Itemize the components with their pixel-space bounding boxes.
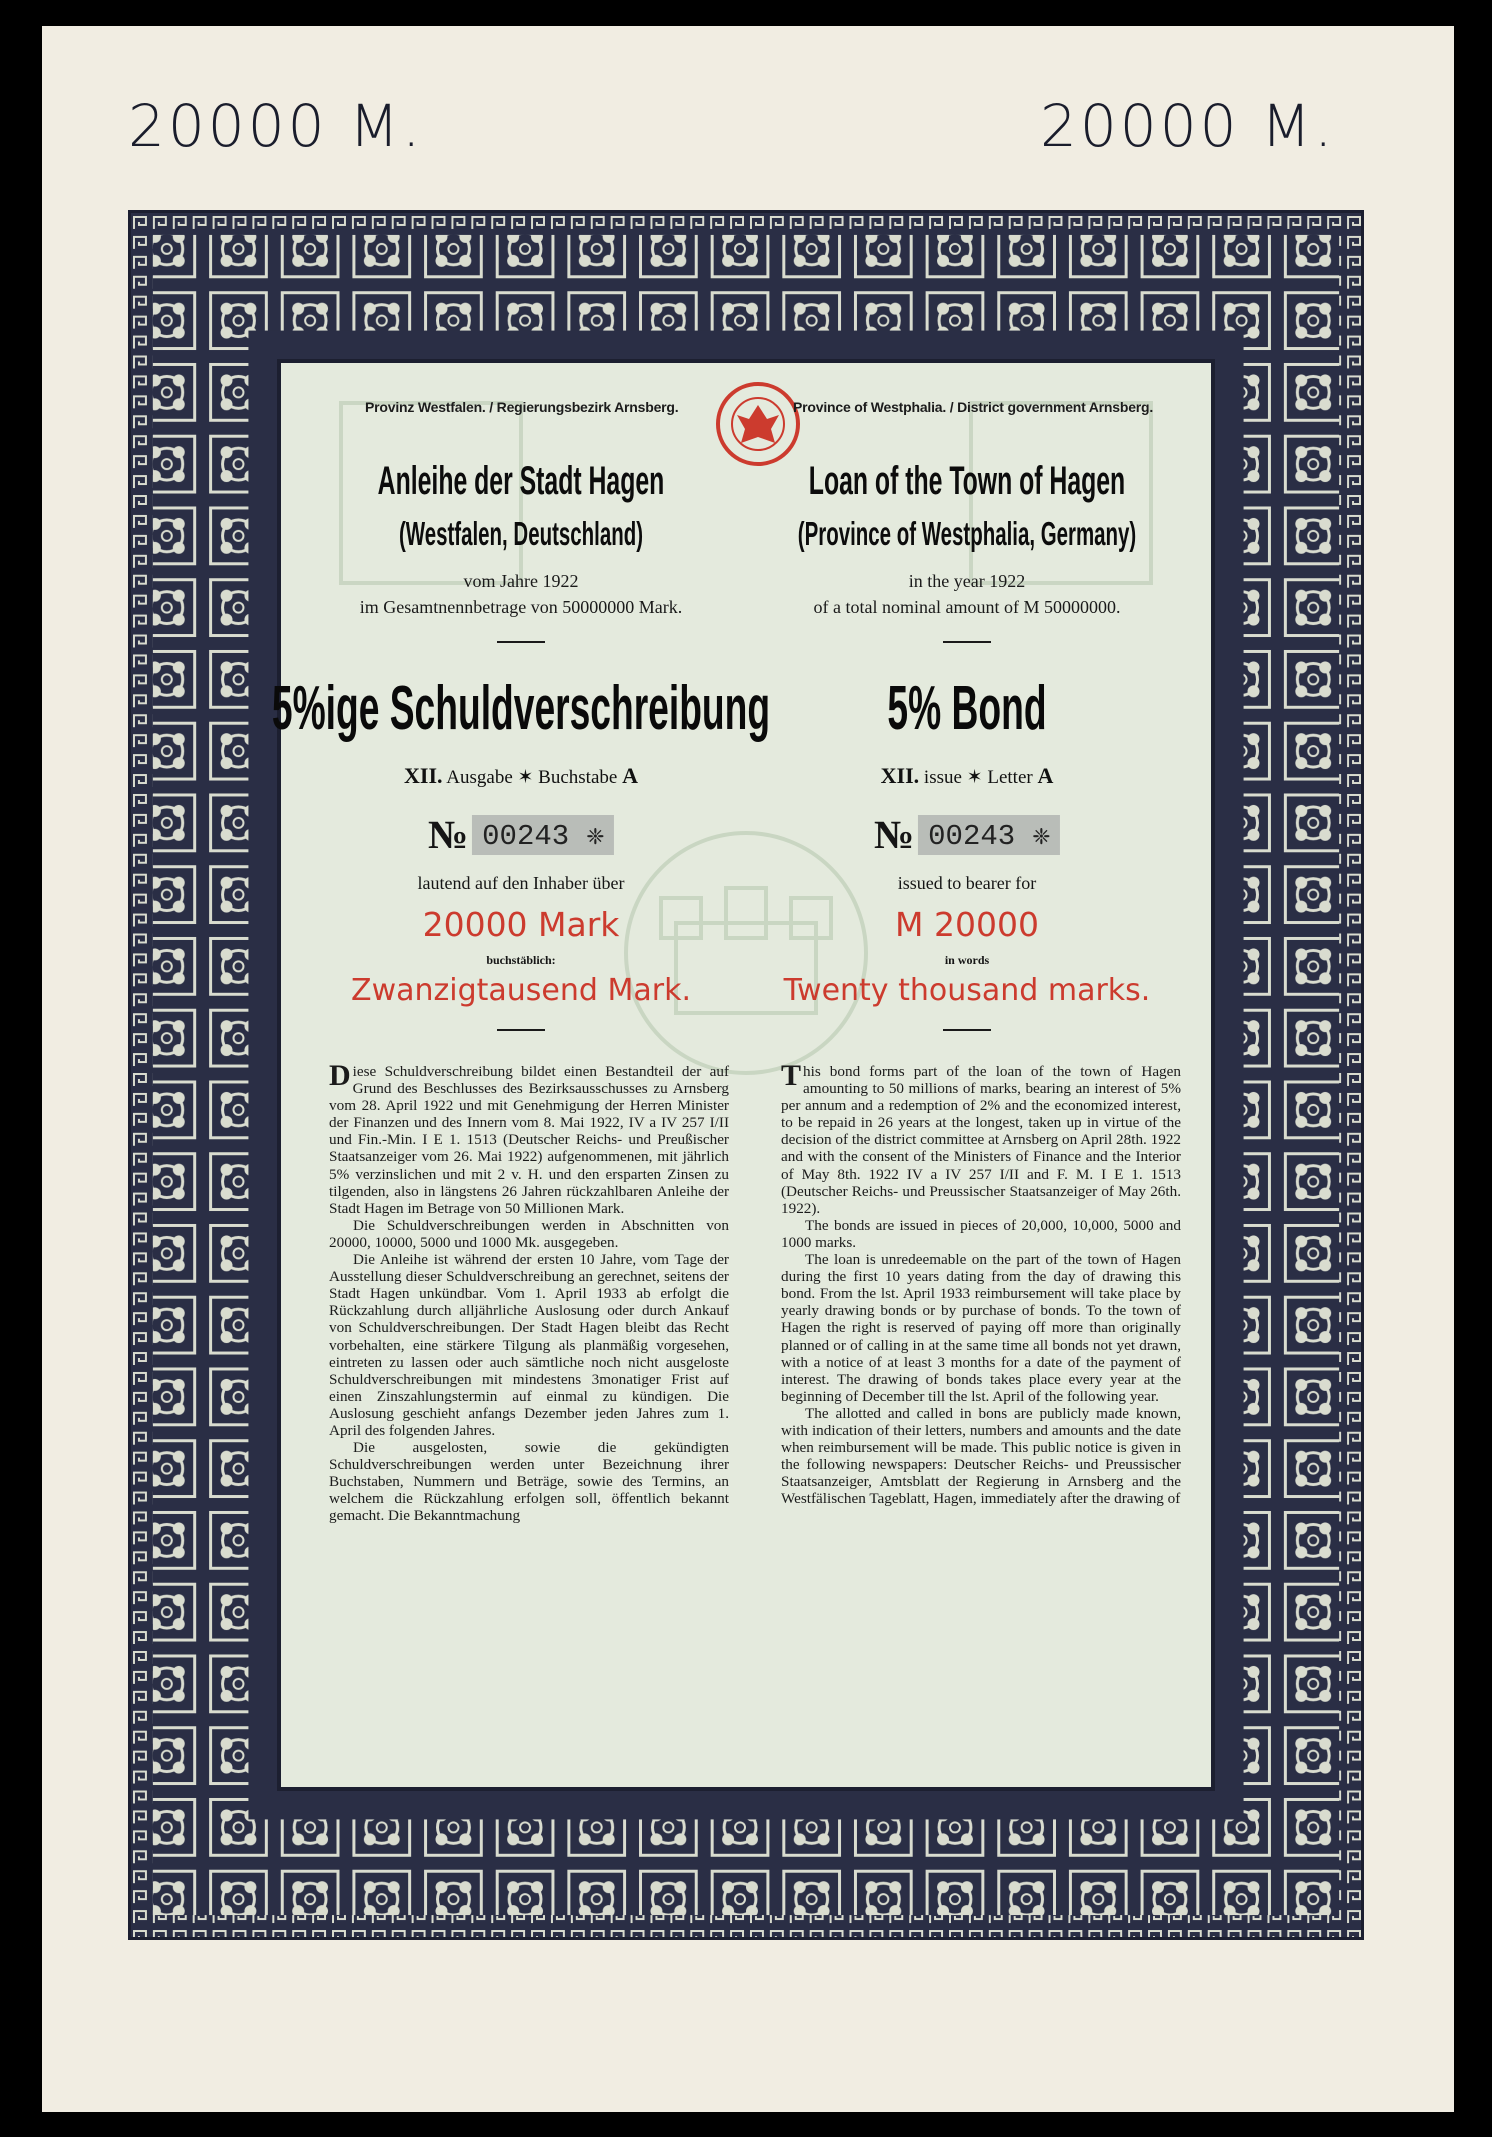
- german-year: vom Jahre 1922: [463, 571, 579, 591]
- german-rule-1: [497, 641, 545, 643]
- english-amount: M 20000: [895, 905, 1039, 944]
- german-paragraph: Die ausgelosten, sowie die gekündigten Schuldverschreibungen werden unter Bezeichnung ihrer Buchstaben, Nummern und Beträge, sowie des Termins, an welchem die Rückzahlung erfolgen soll, öffentlich bekannt gemacht. Die Bekanntmachung: [329, 1439, 729, 1525]
- english-paragraph: The allotted and called in bons are publicly made known, with indication of their letters, numbers and amounts and the date when reimbursement will be made. This public notice is given in the following newspapers: Deutscher Reichs- und Preussischer Staatsanzeiger, Amtsblatt der Regierung in Arnsberg and the Westfälischen Tageblatt, Hagen, immediately after the drawing of: [781, 1404, 1181, 1508]
- english-total: of a total nominal amount of M 50000000.: [813, 597, 1121, 617]
- corner-amount-left: 20000 M.: [128, 92, 424, 160]
- german-amount-words: Zwanzigtausend Mark.: [351, 973, 691, 1008]
- english-bond-title: 5% Bond: [887, 674, 1047, 743]
- english-words-label: in words: [944, 953, 990, 967]
- german-paragraph: Diese Schuldverschreibung bildet einen Bestandteil der auf Grund des Beschlusses des Bezirksausschusses zu Arnsberg vom 28. April 1922 und mit Genehmigung der Herren Minister der Finanzen und des Innern vom 8. Mai 1922, IV a IV 257 I/II und Fin.-Min. I E 1. 1513 (Deutscher Reichs- und Preußischer Staatsanzeiger vom 26. Mai 1922) aufgenommenen, mit jährlich 5% verzinslichen und mit 2 v. H. und den ersparten Zinsen zu tilgenden, also in längstens 26 Jahren rückzahlbaren Anleihe der Stadt Hagen im Betrage von 50 Millionen Mark.: [329, 1059, 729, 1217]
- bond-panel: [271, 359, 1215, 1791]
- german-number-sign: №: [427, 812, 469, 857]
- german-issue-roman: XII.: [404, 763, 443, 788]
- english-issue-line: [881, 763, 1054, 789]
- german-subtitle: (Westfalen, Deutschland): [398, 515, 644, 552]
- german-issue-text: Ausgabe ✶ Buchstabe: [446, 767, 618, 788]
- german-body-text: [329, 1059, 729, 1525]
- english-subtitle: (Province of Westphalia, Germany): [797, 515, 1137, 552]
- english-number-line: [874, 811, 1060, 858]
- ornamental-border: [128, 210, 1364, 1940]
- english-paragraph: This bond forms part of the loan of the town of Hagen amounting to 50 millions of marks, bearing an interest of 5% per annum and a redemption of 2% and the economized interest, to be repaid in 26 years at the longest, taken up in virtue of the decision of the district committee at Arnsberg on April 28th. 1922 and with the consent of the Ministers of Finance and the Interior of May 8th. 1922 IV a IV 257 I/II and F. M. I E 1. 1513 (Deutscher Reichs- und Preussischer Staatsanzeiger of May 26th. 1922).: [781, 1059, 1182, 1217]
- english-bearer: issued to bearer for: [897, 873, 1037, 893]
- german-total: im Gesamtnennbetrage von 50000000 Mark.: [359, 597, 683, 617]
- english-amount-words: Twenty thousand marks.: [783, 973, 1151, 1008]
- german-amount: 20000 Mark: [422, 905, 620, 944]
- english-letter: A: [1037, 763, 1054, 788]
- german-serial-number: 00243 ❈: [472, 815, 614, 855]
- german-title: Anleihe der Stadt Hagen: [377, 459, 665, 503]
- english-paragraph: The loan is unredeemable on the part of the town of Hagen during the first 10 years dating from the day of drawing this bond. From the lst. April 1933 reimbursement will take place by yearly drawing bonds or by purchase of bonds. To the town of Hagen the right is reserved of paying off more than originally planned or of calling in at the same time all bonds not yet drawn, with a notice of at least 3 months for a date of the payment of interest. The drawing of bonds takes place every year at the beginning of December till the lst. April of the following year.: [781, 1251, 1181, 1405]
- corner-amount-right: 20000 M.: [1040, 92, 1336, 160]
- german-paragraph: Die Schuldverschreibungen werden in Abschnitten von 20000, 10000, 5000 und 1000 Mk. ausgegeben.: [329, 1216, 729, 1251]
- english-paragraph: The bonds are issued in pieces of 20,000, 10,000, 5000 and 1000 marks.: [781, 1216, 1181, 1251]
- english-issue-roman: XII.: [880, 763, 920, 788]
- german-paragraph: Die Anleihe ist während der ersten 10 Jahre, vom Tage der Ausstellung dieser Schuldverschreibung an gerechnet, seitens der Stadt Hagen unkündbar. Vom 1. April 1933 ab erfolgt die Rückzahlung durch alljährliche Auslosung oder durch Ankauf von Schuldverschreibungen. Der Stadt Hagen bleibt das Recht vorbehalten, eine stärkere Tilgung als planmäßig vorgesehen, eintreten zu lassen oder auch sämtliche noch nicht ausgeloste Schuldverschreibungen mit mindestens 3monatiger Frist auf einen Zinszahlungstermin auf einmal zu kündigen. Die Auslosung geschieht anfangs Dezember jeden Jahres zum 1. April des folgenden Jahres.: [329, 1251, 729, 1439]
- english-body-text: [781, 1059, 1182, 1508]
- english-issue-text: issue ✶ Letter: [923, 767, 1033, 788]
- german-issue-line: [404, 763, 638, 789]
- english-rule-2: [943, 1029, 991, 1031]
- german-bearer: lautend auf den Inhaber über: [417, 873, 625, 893]
- english-serial-number: 00243 ❈: [918, 815, 1060, 855]
- german-words-label: buchstäblich:: [486, 953, 556, 967]
- german-bond-title: 5%ige Schuldverschreibung: [271, 674, 771, 743]
- english-rule-1: [943, 641, 991, 643]
- english-title: Loan of the Town of Hagen: [808, 459, 1126, 503]
- german-rule-2: [497, 1029, 545, 1031]
- german-number-line: [428, 811, 614, 858]
- german-region: Provinz Westfalen. / Regierungsbezirk Arnsberg.: [365, 399, 679, 415]
- english-region: Province of Westphalia. / District government Arnsberg.: [793, 399, 1154, 415]
- german-letter: A: [622, 763, 638, 788]
- english-year: in the year 1922: [908, 571, 1026, 591]
- english-number-sign: №: [873, 812, 915, 857]
